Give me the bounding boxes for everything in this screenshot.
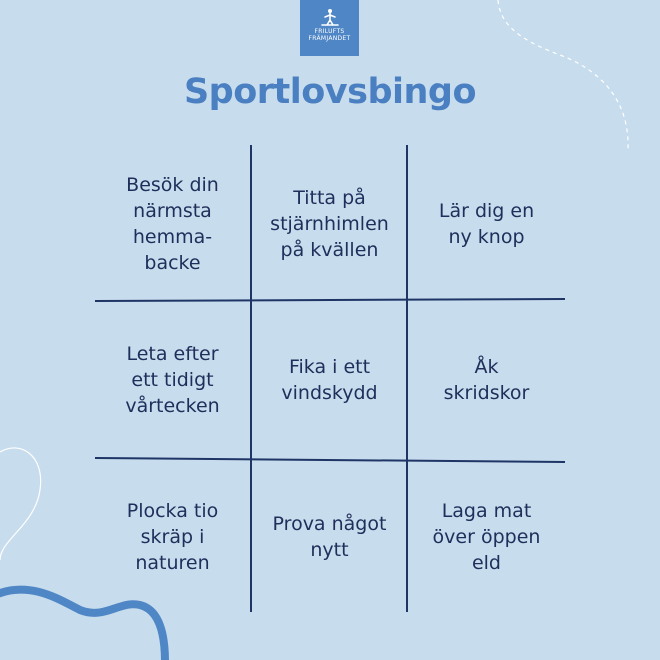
bingo-cell-2: Titta på stjärnhimlen på kvällen [270,187,389,261]
bingo-cell-7: Plocka tio skräp i naturen [126,500,219,574]
logo-line-1: FRILUFTS [314,28,345,35]
bingo-cell-4: Leta efter ett tidigt vårtecken [125,343,220,417]
bingo-cell-9: Laga mat över öppen eld [432,500,541,574]
bingo-cell-1: Besök din närmsta hemma- backe [126,174,219,274]
page-title: Sportlovsbingo [183,72,477,112]
logo-line-2: FRÄMJANDET [308,35,351,42]
bingo-cell-3: Lär dig en ny knop [438,200,535,248]
bingo-cell-5: Fika i ett vindskydd [281,356,378,404]
bingo-cell-8: Prova något nytt [272,513,387,561]
bingo-cell-6: Åk skridskor [443,356,530,404]
